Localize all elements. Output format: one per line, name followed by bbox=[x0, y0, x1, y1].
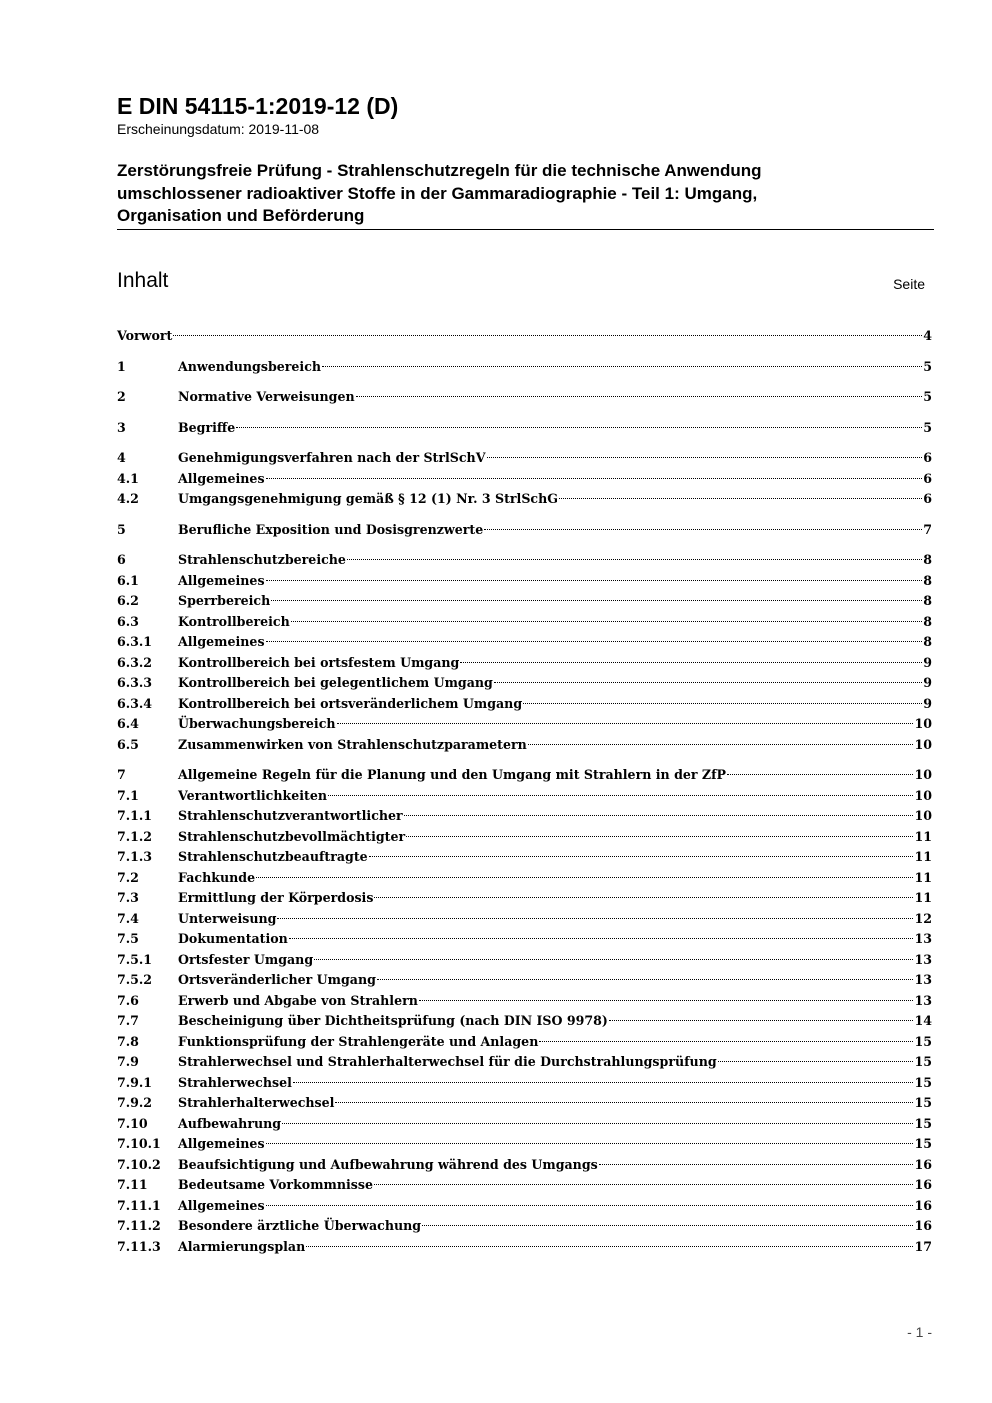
toc-entry-title: Genehmigungsverfahren nach der StrlSchV bbox=[178, 450, 486, 465]
document-title-line: Organisation und Beförderung bbox=[117, 206, 365, 225]
toc-dot-leader bbox=[528, 744, 914, 745]
toc-entry-title: Sperrbereich bbox=[178, 593, 271, 608]
toc-entry-title: Anwendungsbereich bbox=[178, 358, 322, 374]
toc-dot-leader bbox=[406, 836, 913, 837]
toc-entry-title: Ortsveränderlicher Umgang bbox=[178, 972, 376, 987]
toc-entry-page: 15 bbox=[914, 1115, 932, 1131]
toc-dot-leader bbox=[422, 1225, 913, 1226]
toc-entry-number: 7.1.2 bbox=[117, 828, 153, 844]
toc-dot-leader bbox=[559, 498, 922, 499]
toc-entry[interactable] bbox=[117, 1093, 932, 1114]
toc-entry-title: Strahlenschutzbeauftragte bbox=[178, 849, 368, 864]
toc-entry-page: 10 bbox=[914, 767, 932, 782]
document-id: E DIN 54115-1:2019-12 (D) bbox=[117, 93, 399, 119]
toc-dot-leader bbox=[377, 979, 914, 980]
toc-entry-number: 4 bbox=[117, 450, 126, 465]
toc-dot-leader bbox=[494, 682, 922, 683]
toc-entry-number: 4.2 bbox=[117, 491, 139, 506]
toc-entry-title: Begriffe bbox=[178, 419, 236, 435]
toc-entry-page: 4 bbox=[923, 328, 932, 343]
toc-entry[interactable] bbox=[117, 326, 932, 347]
toc-entry-page: 5 bbox=[923, 389, 932, 404]
toc-dot-leader bbox=[347, 559, 922, 560]
toc-entry-title: Allgemeines bbox=[178, 1197, 265, 1213]
toc-entry-number: 7 bbox=[117, 767, 126, 782]
toc-entry-page: 16 bbox=[914, 1177, 932, 1192]
toc-entry[interactable] bbox=[117, 357, 932, 378]
toc-entry-page: 15 bbox=[914, 1095, 932, 1110]
toc-entry-title: Strahlenschutzbereiche bbox=[178, 552, 346, 567]
toc-entry-page: 13 bbox=[914, 992, 932, 1008]
toc-entry-title: Kontrollbereich bei ortsfestem Umgang bbox=[178, 654, 460, 670]
toc-entry-page: 8 bbox=[923, 572, 932, 588]
toc-dot-leader bbox=[322, 366, 922, 367]
toc-dot-leader bbox=[291, 621, 923, 622]
toc-entry-page: 6 bbox=[923, 491, 932, 506]
toc-entry-number: 6.3.4 bbox=[117, 695, 153, 711]
toc-entry-page: 11 bbox=[914, 869, 932, 885]
footer-page-number: - 1 - bbox=[907, 1324, 932, 1340]
toc-entry-page: 5 bbox=[923, 419, 932, 435]
toc-entry-number: 1 bbox=[117, 358, 126, 374]
toc-entry[interactable] bbox=[117, 765, 932, 786]
publication-date: Erscheinungsdatum: 2019-11-08 bbox=[117, 121, 320, 137]
toc-entry[interactable] bbox=[117, 520, 932, 541]
toc-dot-leader bbox=[293, 1082, 914, 1083]
toc-entry-page: 6 bbox=[923, 470, 932, 486]
toc-entry-title: Kontrollbereich bei ortsveränderlichem Umgang bbox=[178, 695, 523, 711]
toc-entry-number: 7.11.3 bbox=[117, 1238, 161, 1254]
toc-entry[interactable] bbox=[117, 991, 932, 1012]
toc-entry[interactable] bbox=[117, 806, 932, 827]
toc-entry-title: Unterweisung bbox=[178, 910, 277, 926]
toc-entry-page: 10 bbox=[914, 736, 932, 752]
toc-entry-number: 7.2 bbox=[117, 869, 139, 885]
toc-entry-page: 8 bbox=[923, 634, 932, 649]
toc-entry-title: Bescheinigung über Dichtheitsprüfung (nach DIN ISO 9978) bbox=[178, 1013, 608, 1028]
toc-entry[interactable] bbox=[117, 673, 932, 694]
toc-entry-page: 15 bbox=[914, 1054, 932, 1069]
toc-dot-leader bbox=[335, 1102, 913, 1103]
toc-entry-number: 7.11.1 bbox=[117, 1197, 161, 1213]
toc-dot-leader bbox=[173, 335, 922, 336]
toc-entry-title: Ortsfester Umgang bbox=[178, 951, 314, 967]
toc-entry[interactable] bbox=[117, 868, 932, 889]
toc-entry[interactable] bbox=[117, 1114, 932, 1135]
toc-entry-page: 12 bbox=[914, 910, 932, 926]
toc-entry-number: 7.9.2 bbox=[117, 1095, 153, 1110]
toc-entry-page: 15 bbox=[914, 1136, 932, 1151]
title-divider bbox=[117, 229, 934, 230]
toc-dot-leader bbox=[337, 723, 914, 724]
toc-entry-title: Strahlerwechsel bbox=[178, 1074, 292, 1090]
document-title bbox=[117, 160, 933, 228]
toc-entry-page: 9 bbox=[923, 675, 932, 690]
toc-dot-leader bbox=[599, 1164, 914, 1165]
toc-entry-page: 13 bbox=[914, 972, 932, 987]
toc-entry[interactable] bbox=[117, 489, 932, 510]
toc-entry-title: Allgemeines bbox=[178, 470, 265, 486]
toc-entry-number: 7.5.1 bbox=[117, 951, 153, 967]
document-title-line: umschlossener radioaktiver Stoffe in der Gammaradiographie - Teil 1: Umgang, bbox=[117, 183, 758, 203]
toc-entry-title: Strahlerhalterwechsel bbox=[178, 1095, 335, 1110]
toc-entry[interactable] bbox=[117, 970, 932, 991]
toc-entry-number: 6.3.3 bbox=[117, 675, 153, 690]
toc-entry-page: 14 bbox=[914, 1013, 932, 1028]
toc-entry[interactable] bbox=[117, 827, 932, 848]
toc-dot-leader bbox=[289, 938, 914, 939]
toc-entry-title: Funktionsprüfung der Strahlengeräte und Anlagen bbox=[178, 1033, 539, 1049]
toc-entry[interactable] bbox=[117, 847, 932, 868]
toc-entry-title: Strahlenschutzverantwortlicher bbox=[178, 808, 403, 823]
toc-entry[interactable] bbox=[117, 1052, 932, 1073]
toc-entry-page: 13 bbox=[914, 931, 932, 946]
toc-entry-title: Vorwort bbox=[117, 328, 173, 343]
toc-entry-number: 6.3.2 bbox=[117, 654, 153, 670]
toc-entry-page: 8 bbox=[923, 552, 932, 567]
toc-entry-title: Kontrollbereich bei gelegentlichem Umgang bbox=[178, 675, 493, 690]
toc-entry[interactable] bbox=[117, 1134, 932, 1155]
toc-entry-page: 16 bbox=[914, 1156, 932, 1172]
toc-entry-page: 13 bbox=[914, 951, 932, 967]
toc-entry-page: 15 bbox=[914, 1033, 932, 1049]
toc-entry-number: 6.1 bbox=[117, 572, 139, 588]
toc-entry-page: 7 bbox=[923, 521, 932, 537]
toc-entry-page: 11 bbox=[914, 849, 932, 864]
toc-entry-title: Verantwortlichkeiten bbox=[178, 787, 327, 803]
toc-entry[interactable] bbox=[117, 1155, 932, 1176]
toc-entry[interactable] bbox=[117, 786, 932, 807]
toc-entry-page: 16 bbox=[914, 1218, 932, 1233]
toc-dot-leader bbox=[277, 918, 913, 919]
toc-entry-page: 10 bbox=[914, 808, 932, 823]
toc-entry[interactable] bbox=[117, 1196, 932, 1217]
toc-entry[interactable] bbox=[117, 1011, 932, 1032]
toc-entry-title: Kontrollbereich bbox=[178, 613, 290, 629]
toc-entry-title: Besondere ärztliche Überwachung bbox=[178, 1218, 422, 1233]
toc-entry-title: Bedeutsame Vorkommnisse bbox=[178, 1177, 373, 1192]
toc-dot-leader bbox=[374, 897, 913, 898]
toc-dot-leader bbox=[718, 1061, 914, 1062]
toc-entry-title: Normative Verweisungen bbox=[178, 389, 355, 404]
toc-entry-page: 9 bbox=[923, 654, 932, 670]
toc-dot-leader bbox=[369, 856, 914, 857]
toc-entry[interactable] bbox=[117, 909, 932, 930]
toc-entry[interactable] bbox=[117, 1032, 932, 1053]
toc-entry[interactable] bbox=[117, 694, 932, 715]
toc-entry[interactable] bbox=[117, 888, 932, 909]
toc-entry-number: 7.11 bbox=[117, 1177, 148, 1192]
toc-entry-page: 8 bbox=[923, 593, 932, 608]
toc-entry-number: 7.5 bbox=[117, 931, 139, 946]
toc-entry[interactable] bbox=[117, 714, 932, 735]
toc-dot-leader bbox=[282, 1123, 913, 1124]
toc-entry-page: 11 bbox=[914, 828, 932, 844]
toc-entry[interactable] bbox=[117, 612, 932, 633]
toc-dot-leader bbox=[266, 1205, 914, 1206]
toc-entry[interactable] bbox=[117, 632, 932, 653]
toc-entry[interactable] bbox=[117, 550, 932, 571]
toc-entry[interactable] bbox=[117, 571, 932, 592]
toc-entry-number: 7.5.2 bbox=[117, 972, 153, 987]
toc-entry[interactable] bbox=[117, 469, 932, 490]
toc-entry-number: 6.2 bbox=[117, 593, 139, 608]
toc-entry-title: Berufliche Exposition und Dosisgrenzwerte bbox=[178, 521, 484, 537]
toc-dot-leader bbox=[306, 1246, 913, 1247]
toc-entry-page: 6 bbox=[923, 450, 932, 465]
toc-entry-number: 7.10.2 bbox=[117, 1156, 161, 1172]
toc-entry-title: Allgemeines bbox=[178, 1136, 265, 1151]
toc-entry-number: 7.10.1 bbox=[117, 1136, 161, 1151]
toc-dot-leader bbox=[487, 457, 923, 458]
toc-entry-number: 7.1 bbox=[117, 787, 139, 803]
toc-entry-number: 7.3 bbox=[117, 890, 139, 905]
toc-entry-number: 7.9 bbox=[117, 1054, 139, 1069]
toc-entry-number: 7.9.1 bbox=[117, 1074, 153, 1090]
toc-dot-leader bbox=[404, 815, 914, 816]
toc-page-column-label: Seite bbox=[893, 276, 925, 292]
toc-entry-page: 10 bbox=[914, 716, 932, 731]
toc-dot-leader bbox=[460, 662, 922, 663]
toc-entry-title: Fachkunde bbox=[178, 869, 256, 885]
toc-entry[interactable] bbox=[117, 448, 932, 469]
toc-entry-page: 9 bbox=[923, 695, 932, 711]
toc-entry-number: 7.7 bbox=[117, 1013, 139, 1028]
toc-entry-number: 7.1.3 bbox=[117, 849, 153, 864]
toc-entry-title: Strahlerwechsel und Strahlerhalterwechsel für die Durchstrahlungsprüfung bbox=[178, 1054, 717, 1069]
toc-entry-page: 11 bbox=[914, 890, 932, 905]
toc-entry-number: 3 bbox=[117, 419, 126, 435]
toc-entry[interactable] bbox=[117, 1216, 932, 1237]
toc-entry[interactable] bbox=[117, 1237, 932, 1258]
toc-dot-leader bbox=[266, 1143, 914, 1144]
toc-entry-number: 6.5 bbox=[117, 736, 139, 752]
toc-entry-number: 6.4 bbox=[117, 716, 139, 731]
toc-entry-number: 6 bbox=[117, 552, 126, 567]
toc-dot-leader bbox=[266, 580, 923, 581]
toc-entry-number: 7.10 bbox=[117, 1115, 148, 1131]
toc-entry-title: Ermittlung der Körperdosis bbox=[178, 890, 374, 905]
toc-entry-title: Umgangsgenehmigung gemäß § 12 (1) Nr. 3 StrlSchG bbox=[178, 491, 559, 506]
toc-dot-leader bbox=[609, 1020, 914, 1021]
toc-entry[interactable] bbox=[117, 418, 932, 439]
toc-heading: Inhalt bbox=[117, 269, 169, 292]
toc-entry-title: Alarmierungsplan bbox=[178, 1238, 306, 1254]
toc-dot-leader bbox=[356, 396, 923, 397]
toc-entry[interactable] bbox=[117, 929, 932, 950]
toc-entry[interactable] bbox=[117, 1073, 932, 1094]
toc-entry-title: Beaufsichtigung und Aufbewahrung während des Umgangs bbox=[178, 1156, 598, 1172]
toc-entry[interactable] bbox=[117, 653, 932, 674]
toc-entry-title: Erwerb und Abgabe von Strahlern bbox=[178, 992, 418, 1008]
toc-entry-title: Aufbewahrung bbox=[178, 1115, 282, 1131]
table-of-contents bbox=[117, 326, 932, 1257]
toc-entry[interactable] bbox=[117, 735, 932, 756]
toc-dot-leader bbox=[328, 795, 913, 796]
toc-entry-title: Zusammenwirken von Strahlenschutzparametern bbox=[178, 736, 527, 752]
toc-entry-page: 8 bbox=[923, 613, 932, 629]
toc-entry-title: Überwachungsbereich bbox=[178, 716, 336, 731]
toc-entry-number: 7.11.2 bbox=[117, 1218, 161, 1233]
toc-entry-page: 15 bbox=[914, 1074, 932, 1090]
toc-entry-title: Allgemeine Regeln für die Planung und den Umgang mit Strahlern in der ZfP bbox=[178, 767, 726, 782]
toc-entry-number: 7.1.1 bbox=[117, 808, 153, 823]
toc-entry[interactable] bbox=[117, 1175, 932, 1196]
toc-dot-leader bbox=[266, 641, 923, 642]
toc-entry[interactable] bbox=[117, 591, 932, 612]
toc-entry-number: 7.4 bbox=[117, 910, 139, 926]
toc-entry-title: Strahlenschutzbevollmächtigter bbox=[178, 828, 406, 844]
toc-entry-title: Dokumentation bbox=[178, 931, 288, 946]
toc-dot-leader bbox=[314, 959, 913, 960]
toc-entry-page: 10 bbox=[914, 787, 932, 803]
toc-dot-leader bbox=[256, 877, 913, 878]
toc-entry[interactable] bbox=[117, 950, 932, 971]
toc-dot-leader bbox=[727, 774, 913, 775]
toc-entry-number: 7.6 bbox=[117, 992, 139, 1008]
toc-dot-leader bbox=[484, 529, 922, 530]
toc-dot-leader bbox=[523, 703, 922, 704]
toc-entry-number: 6.3 bbox=[117, 613, 139, 629]
toc-entry-title: Allgemeines bbox=[178, 572, 265, 588]
toc-entry-page: 5 bbox=[923, 358, 932, 374]
toc-entry-number: 4.1 bbox=[117, 470, 139, 486]
toc-entry[interactable] bbox=[117, 387, 932, 408]
toc-dot-leader bbox=[539, 1041, 913, 1042]
toc-entry-number: 6.3.1 bbox=[117, 634, 153, 649]
toc-entry-title: Allgemeines bbox=[178, 634, 265, 649]
toc-dot-leader bbox=[271, 600, 922, 601]
document-title-line: Zerstörungsfreie Prüfung - Strahlenschutzregeln für die technische Anwendung bbox=[117, 161, 762, 180]
toc-dot-leader bbox=[374, 1184, 913, 1185]
toc-entry-number: 2 bbox=[117, 389, 126, 404]
toc-entry-number: 5 bbox=[117, 521, 126, 537]
toc-dot-leader bbox=[419, 1000, 914, 1001]
toc-dot-leader bbox=[236, 427, 922, 428]
toc-dot-leader bbox=[266, 478, 923, 479]
toc-entry-number: 7.8 bbox=[117, 1033, 139, 1049]
toc-entry-page: 17 bbox=[914, 1238, 932, 1254]
toc-entry-page: 16 bbox=[914, 1197, 932, 1213]
